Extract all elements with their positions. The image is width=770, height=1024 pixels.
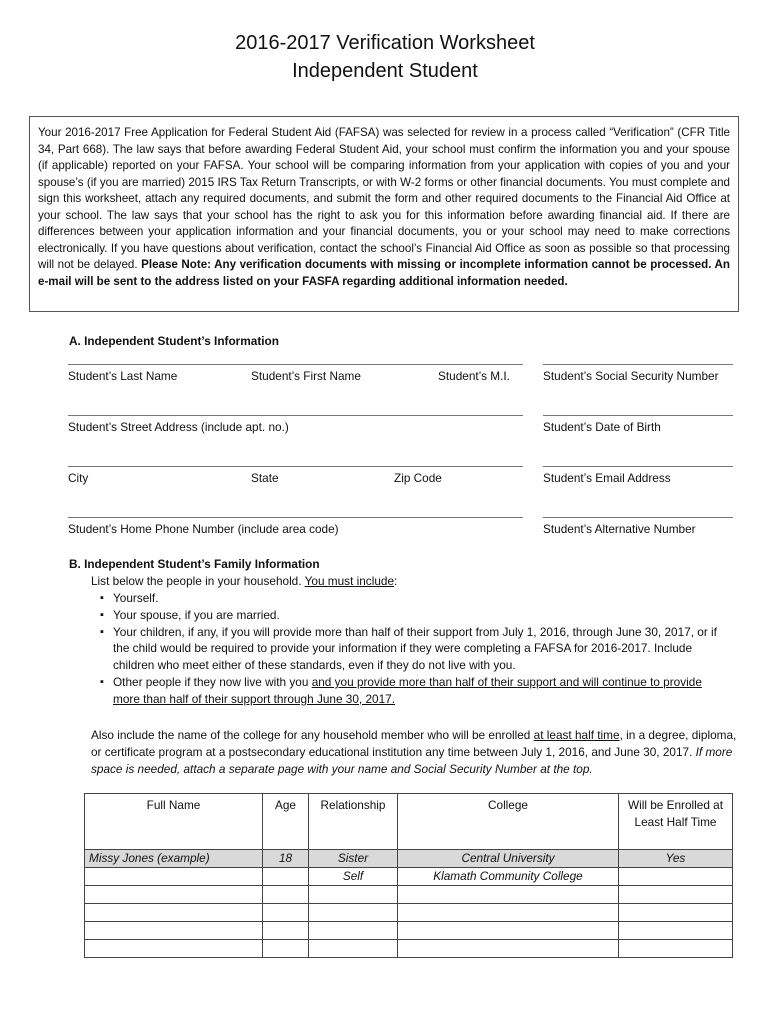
relationship-cell[interactable] bbox=[309, 922, 398, 940]
age-cell[interactable] bbox=[263, 940, 309, 958]
table-row-example bbox=[85, 850, 733, 868]
college-cell[interactable] bbox=[398, 940, 619, 958]
self-age-cell[interactable] bbox=[263, 868, 309, 886]
enrolled-cell[interactable] bbox=[619, 940, 733, 958]
college-cell[interactable] bbox=[398, 922, 619, 940]
table-row bbox=[85, 904, 733, 922]
intro-text: Your 2016-2017 Free Application for Federal Student Aid (FAFSA) was selected for review in a process called “Verification” (CFR Title 34, Part 668). The law says that before awarding Federal Student Aid, your school must confirm the information you and your spouse (if applicable) reported on your FAFSA. Your school will be comparing information from your application with copies of you and your spouse’s (if you are married) 2015 IRS Tax Return Transcripts, or with W-2 forms or other financial documents. You must complete and sign this worksheet, attach any required documents, and submit the form and other required documents to the Financial Aid Office at your school. The law says that your school has the right to ask you for this information before awarding financial aid. If there are differences between your application information and your financial documents, you or your school may need to make corrections electronically. If you have questions about verification, contact the school’s Financial Aid Office as soon as possible so that processing will not be delayed. bbox=[38, 126, 730, 271]
college-instructions bbox=[91, 727, 741, 777]
dob-label: Student’s Date of Birth bbox=[543, 420, 661, 434]
ssn-label: Student’s Social Security Number bbox=[543, 369, 719, 383]
enrolled-cell[interactable] bbox=[619, 904, 733, 922]
street-field-line[interactable] bbox=[68, 415, 523, 416]
relationship-cell[interactable] bbox=[309, 886, 398, 904]
name-cell[interactable] bbox=[85, 940, 263, 958]
email-field-line[interactable] bbox=[543, 466, 733, 467]
table-header-row bbox=[85, 794, 733, 850]
extra-space-note: If more space is needed, attach a separate page with your name and Social Security Number at the top. bbox=[91, 744, 733, 776]
ssn-field-line[interactable] bbox=[543, 364, 733, 365]
page-title: 2016-2017 Verification Worksheet bbox=[235, 32, 535, 54]
self-name-cell[interactable] bbox=[85, 868, 263, 886]
name-field-line[interactable] bbox=[68, 364, 523, 365]
first-name-label: Student’s First Name bbox=[251, 369, 361, 383]
home-phone-line[interactable] bbox=[68, 517, 523, 518]
college-cell[interactable] bbox=[398, 904, 619, 922]
household-table bbox=[84, 793, 733, 958]
name-cell[interactable] bbox=[85, 904, 263, 922]
table-row bbox=[85, 886, 733, 904]
col-age: Age bbox=[263, 794, 309, 850]
must-include-text: You must include bbox=[304, 574, 395, 588]
name-cell[interactable] bbox=[85, 922, 263, 940]
last-name-label: Student’s Last Name bbox=[68, 369, 178, 383]
enrolled-cell[interactable] bbox=[619, 886, 733, 904]
street-label: Student’s Street Address (include apt. no.) bbox=[68, 420, 289, 434]
name-cell[interactable] bbox=[85, 886, 263, 904]
example-relationship: Sister bbox=[309, 850, 398, 868]
self-relationship: Self bbox=[309, 868, 398, 886]
college-instructions-text: Also include the name of the college for any household member who will be enrolled bbox=[91, 728, 534, 742]
alt-number-line[interactable] bbox=[543, 517, 733, 518]
table-row bbox=[85, 922, 733, 940]
self-enrolled-cell[interactable] bbox=[619, 868, 733, 886]
household-bullet-list bbox=[100, 590, 730, 708]
household-intro bbox=[91, 573, 741, 590]
example-age: 18 bbox=[263, 850, 309, 868]
bullet-yourself: ▪ Yourself. bbox=[100, 590, 730, 607]
page-subtitle: Independent Student bbox=[292, 60, 478, 82]
bullet-other-people-underlined: and you provide more than half of their support and will continue to provide more than half of their support through June 30, 2017. bbox=[113, 674, 702, 706]
city-state-zip-line[interactable] bbox=[68, 466, 523, 467]
example-college: Central University bbox=[398, 850, 619, 868]
bullet-other-people-text: Other people if they now live with you bbox=[113, 674, 312, 689]
half-time-text: at least half time bbox=[533, 728, 620, 742]
example-name: Missy Jones (example) bbox=[85, 850, 263, 868]
col-full-name: Full Name bbox=[85, 794, 263, 850]
table-row-self bbox=[85, 868, 733, 886]
email-label: Student’s Email Address bbox=[543, 471, 671, 485]
relationship-cell[interactable] bbox=[309, 940, 398, 958]
relationship-cell[interactable] bbox=[309, 904, 398, 922]
intro-box bbox=[29, 116, 739, 312]
state-label: State bbox=[251, 471, 279, 485]
self-college-cell[interactable]: Klamath Community College bbox=[398, 868, 619, 886]
alt-number-label: Student’s Alternative Number bbox=[543, 522, 696, 536]
col-college: College bbox=[398, 794, 619, 850]
zip-label: Zip Code bbox=[394, 471, 442, 485]
college-cell[interactable] bbox=[398, 886, 619, 904]
section-a-heading: A. Independent Student’s Information bbox=[69, 334, 279, 348]
intro-note: Please Note: Any verification documents with missing or incomplete information cannot be processed. An e-mail will be sent to the address listed on your FASFA regarding additional information needed. bbox=[38, 258, 731, 288]
example-enrolled: Yes bbox=[619, 850, 733, 868]
household-intro-colon: : bbox=[394, 574, 398, 588]
bullet-children: ▪ Your children, if any, if you will provide more than half of their support from July 1, 2016, through June 30, 2017, or if the child would be required to provide your information if they were completing a FAFSA for 2016-2017. Include children who meet either of these standards, even if they do not live with you. bbox=[100, 624, 730, 674]
age-cell[interactable] bbox=[263, 922, 309, 940]
college-instructions-text-2: , in a degree, diploma, or certificate program at a postsecondary educational institution any time between July 1, 2016, and June 30, 2017. bbox=[91, 728, 737, 759]
bullet-other-people bbox=[100, 674, 730, 708]
city-label: City bbox=[68, 471, 89, 485]
household-intro-text: List below the people in your household. bbox=[91, 574, 305, 588]
col-enrolled: Will be Enrolled at Least Half Time bbox=[619, 794, 733, 850]
age-cell[interactable] bbox=[263, 904, 309, 922]
section-b-heading: B. Independent Student’s Family Information bbox=[69, 557, 320, 571]
dob-field-line[interactable] bbox=[543, 415, 733, 416]
table-row bbox=[85, 940, 733, 958]
age-cell[interactable] bbox=[263, 886, 309, 904]
enrolled-cell[interactable] bbox=[619, 922, 733, 940]
mi-label: Student’s M.I. bbox=[438, 369, 510, 383]
bullet-spouse: ▪ Your spouse, if you are married. bbox=[100, 607, 730, 624]
home-phone-label: Student’s Home Phone Number (include area code) bbox=[68, 522, 339, 536]
col-relationship: Relationship bbox=[309, 794, 398, 850]
